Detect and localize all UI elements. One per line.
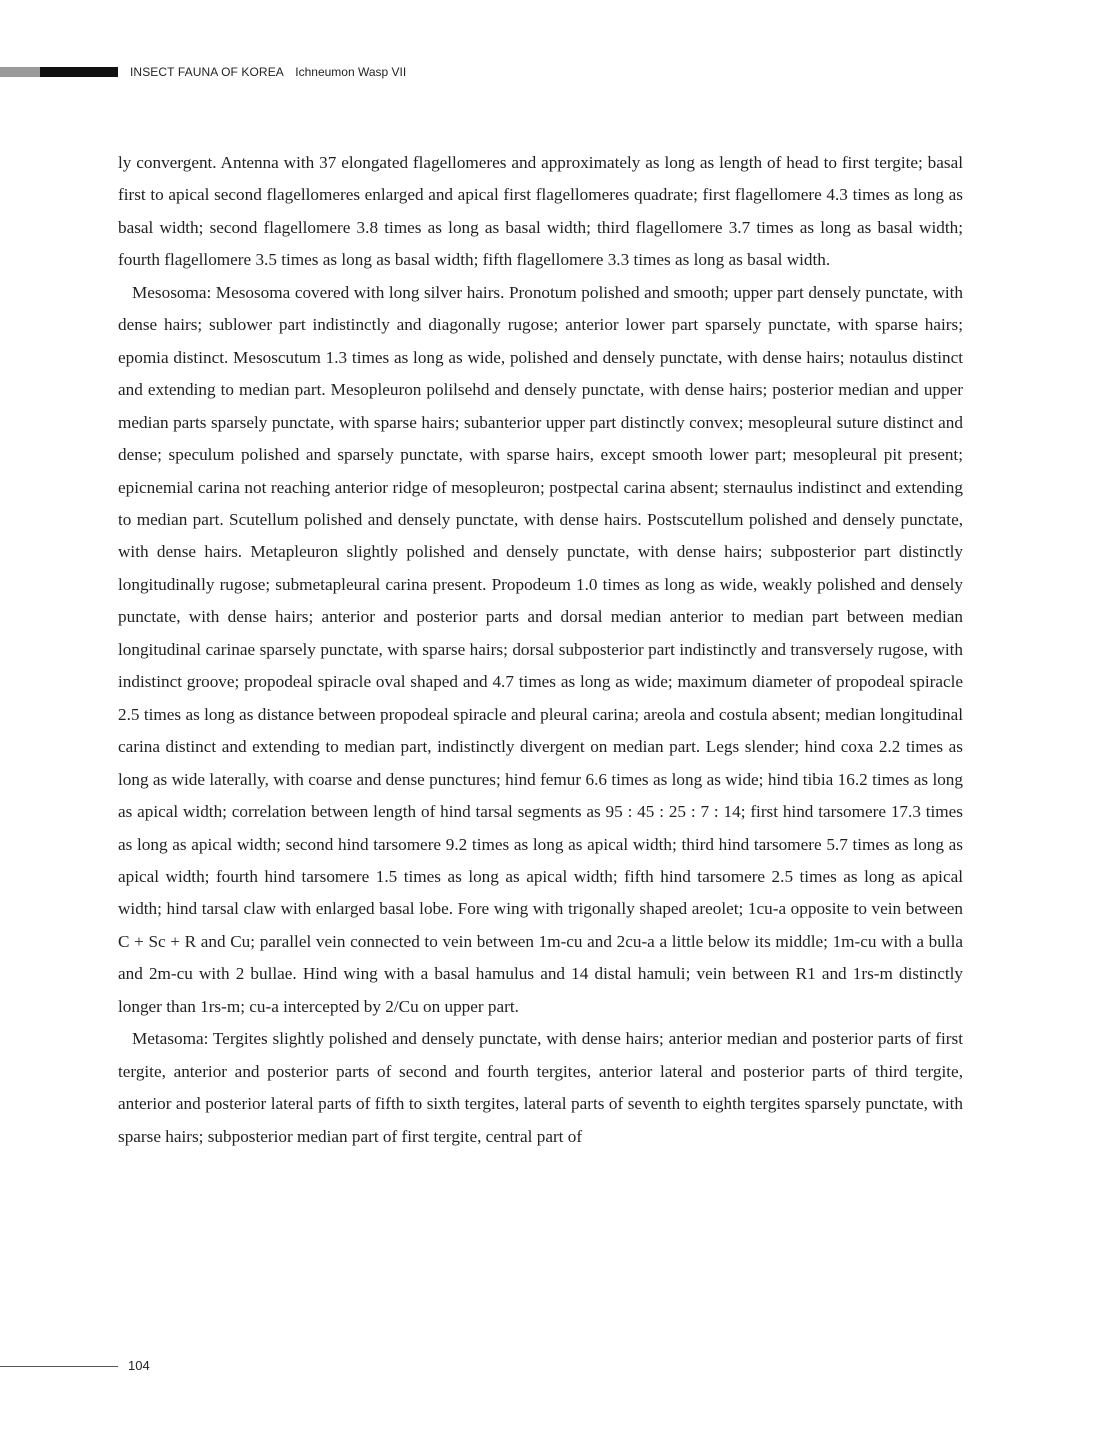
- header-bar-grey: [0, 67, 40, 77]
- paragraph-metasoma: Metasoma: Tergites slightly polished and densely punctate, with dense hairs; anterior median and posterior parts of first tergite, anterior and posterior parts of second and fourth tergites, anterior lateral and posterior parts of third tergite, anterior and posterior lateral parts of fifth to sixth tergites, lateral parts of seventh to eighth tergites sparsely punctate, with sparse hairs; subposterior median part of first tergite, central part of: [118, 1029, 963, 1146]
- footer-rule: [0, 1366, 118, 1367]
- series-title: INSECT FAUNA OF KOREA: [130, 65, 284, 79]
- paragraph-mesosoma: Mesosoma: Mesosoma covered with long silver hairs. Pronotum polished and smooth; upper part densely punctate, with dense hairs; sublower part indistinctly and diagonally rugose; anterior lower part sparsely punctate, with sparse hairs; epomia distinct. Mesoscutum 1.3 times as long as wide, polished and densely punctate, with dense hairs; notaulus distinct and extending to median part. Mesopleuron polilsehd and densely punctate, with dense hairs; posterior median and upper median parts sparsely punctate, with sparse hairs; subanterior upper part distinctly convex; mesopleural suture distinct and dense; speculum polished and sparsely punctate, with sparse hairs, except smooth lower part; mesopleural pit present; epicnemial carina not reaching anterior ridge of mesopleuron; postpectal carina absent; sternaulus indistinct and extending to median part. Scutellum polished and densely punctate, with dense hairs. Postscutellum polished and densely punctate, with dense hairs. Metapleuron slightly polished and densely punctate, with dense hairs; subposterior part distinctly longitudinally rugose; submetapleural carina present. Propodeum 1.0 times as long as wide, weakly polished and densely punctate, with dense hairs; anterior and posterior parts and dorsal median anterior to median part between median longitudinal carinae sparsely punctate, with sparse hairs; dorsal subposterior part indistinctly and transversely rugose, with indistinct groove; propodeal spiracle oval shaped and 4.7 times as long as wide; maximum diameter of propodeal spiracle 2.5 times as long as distance between propodeal spiracle and pleural carina; areola and costula absent; median longitudinal carina distinct and extending to median part, indistinctly divergent on median part. Legs slender; hind coxa 2.2 times as long as wide laterally, with coarse and dense punctures; hind femur 6.6 times as long as wide; hind tibia 16.2 times as long as apical width; correlation between length of hind tarsal segments as 95 : 45 : 25 : 7 : 14; first hind tarsomere 17.3 times as long as apical width; second hind tarsomere 9.2 times as long as apical width; third hind tarsomere 5.7 times as long as apical width; fourth hind tarsomere 1.5 times as long as apical width; fifth hind tarsomere 2.5 times as long as apical width; hind tarsal claw with enlarged basal lobe. Fore wing with trigonally shaped areolet; 1cu-a opposite to vein between C + Sc + R and Cu; parallel vein connected to vein between 1m-cu and 2cu-a a little below its middle; 1m-cu with a bulla and 2m-cu with 2 bullae. Hind wing with a basal hamulus and 14 distal hamuli; vein between R1 and 1rs-m distinctly longer than 1rs-m; cu-a intercepted by 2/Cu on upper part.: [118, 282, 963, 1016]
- paragraph-antenna: ly convergent. Antenna with 37 elongated flagellomeres and approximately as long as length of head to first tergite; basal first to apical second flagellomeres enlarged and apical first flagellomeres quadrate; first flagellomere 4.3 times as long as basal width; second flagellomere 3.8 times as long as basal width; third flagellomere 3.7 times as long as basal width; fourth flagellomere 3.5 times as long as basal width; fifth flagellomere 3.3 times as long as basal width.: [118, 153, 963, 270]
- header-bar-black: [40, 67, 118, 77]
- volume-title: Ichneumon Wasp VII: [295, 65, 407, 79]
- page-number: 104: [128, 1358, 150, 1373]
- running-header: [130, 64, 406, 80]
- body-text: [118, 147, 963, 1153]
